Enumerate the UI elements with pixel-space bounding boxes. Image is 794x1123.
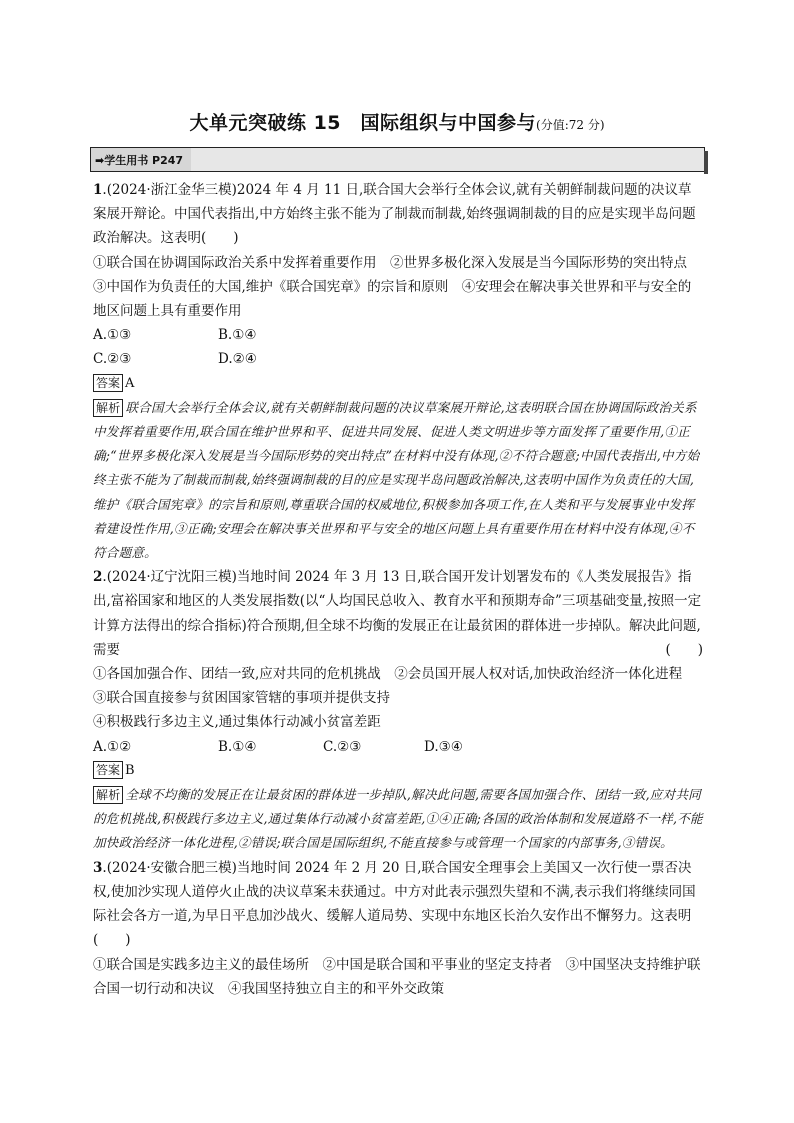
stem-text: .(2024·辽宁沈阳三模)当地时间 2024 年 3 月 13 日,联合国开发计划署发布的《人类发展报告》指出,富裕国家和地区的人类发展指数(以“人均国民总收入、教育水平和预期寿命”三项基础变量,按照一定计算方法得出的综合指标)符合预期,但全球不均衡的发展正在让最贫困的群体进一步掉队。解决此问题,需要	[93, 569, 702, 658]
question-number: 2	[93, 569, 103, 586]
statements: ①联合国是实践多边主义的最佳场所 ②中国是联合国和平事业的坚定支持者 ③中国坚决支持维护联合国一切行动和决议 ④我国坚持独立自主的和平外交政策	[93, 956, 701, 997]
answer-paren: ( )	[665, 641, 703, 658]
question-1	[93, 178, 703, 372]
option-d: D.②④	[218, 351, 257, 368]
score-text: (分值:72 分)	[536, 118, 605, 132]
option-d: D.③④	[424, 738, 463, 755]
option-a: A.①②	[93, 738, 132, 755]
page-title	[0, 108, 794, 135]
banner-shadow	[704, 151, 708, 174]
explain-tag: 解析	[93, 786, 123, 804]
options-row	[93, 347, 703, 371]
option-c: C.②③	[323, 738, 362, 755]
option-b: B.①④	[218, 327, 257, 344]
question-stem	[93, 856, 703, 953]
explain-tag: 解析	[93, 399, 123, 417]
question-number: 1	[93, 182, 103, 198]
question-stem	[93, 565, 703, 662]
stem-text: .(2024·浙江金华三模)2024 年 4 月 11 日,联合国大会举行全体会议,就有关朝鲜制裁问题的决议草案展开辩论。中国代表指出,中方始终主张不能为了制裁而制裁,始终强调制裁的目的应是实现半岛问题政治解决。这表明( )	[93, 182, 696, 247]
option-a: A.①③	[93, 327, 132, 344]
content	[93, 178, 703, 1001]
question-3	[93, 856, 703, 1001]
stem-text: .(2024·安徽合肥三模)当地时间 2024 年 2 月 20 日,联合国安全理事会上美国又一次行使一票否决权,使加沙实现人道停火止战的决议草案未获通过。中方对此表示强烈失望和不满,表示我们将继续同国际社会各方一道,为早日平息加沙战火、缓解人道局势、实现中东地区长治久安作出不懈努力。这表明( )	[93, 859, 696, 949]
statement-4: ④积极践行多边主义,通过集体行动减小贫富差距	[93, 714, 381, 731]
statements: ①各国加强合作、团结一致,应对共同的危机挑战 ②会员国开展人权对话,加快政治经济一体化进程 ③联合国直接参与贫困国家管辖的事项并提供支持	[93, 666, 696, 707]
banner-text: ➡学生用书 P247	[95, 154, 184, 167]
answer-value: B	[125, 762, 135, 778]
explain-text: 联合国大会举行全体会议,就有关朝鲜制裁问题的决议草案展开辩论,这表明联合国在协调国际政治关系中发挥着重要作用,联合国在维护世界和平、促进共同发展、促进人类文明进步等方面发挥了重要作用,①正确;“世界多极化深入发展是当今国际形势的突出特点”在材料中没有体现,②不符合题意;中国代表指出,中方始终主张不能为了制裁而制裁,始终强调制裁的目的应是实现半岛问题政治解决,这表明中国作为负责任的大国,维护《联合国宪章》的宗旨和原则,尊重联合国的权威地位,积极参加各项工作,在人类和平与发展事业中发挥着建设性作用,③正确;安理会在解决事关世界和平与安全的地区问题上具有重要作用在材料中没有体现,④不符合题意。	[93, 399, 700, 561]
option-b: B.①④	[218, 738, 257, 755]
answer-tag: 答案	[93, 761, 123, 779]
title-text: 大单元突破练 15 国际组织与中国参与	[189, 112, 537, 134]
answer-2	[93, 759, 703, 856]
answer-tag: 答案	[93, 374, 123, 392]
options-row	[93, 323, 703, 347]
answer-value: A	[125, 375, 135, 391]
option-c: C.②③	[93, 351, 132, 368]
options-row	[93, 735, 703, 759]
section-banner	[90, 147, 705, 172]
question-stem	[93, 178, 703, 251]
answer-1	[93, 372, 703, 566]
question-number: 3	[93, 859, 103, 876]
statements: ①联合国在协调国际政治关系中发挥着重要作用 ②世界多极化深入发展是当今国际形势的突出特点 ③中国作为负责任的大国,维护《联合国宪章》的宗旨和原则 ④安理会在解决事关世界和平与安全的地区问题上具有重要作用	[93, 254, 692, 320]
question-2	[93, 565, 703, 759]
explain-text: 全球不均衡的发展正在让最贫困的群体进一步掉队,解决此问题,需要各国加强合作、团结一致,应对共同的危机挑战,积极践行多边主义,通过集体行动减小贫富差距,①④正确;各国的政治体制和发展道路不一样,不能加快政治经济一体化进程,②错误;联合国是国际组织,不能直接参与或管理一个国家的内部事务,③错误。	[93, 787, 703, 851]
